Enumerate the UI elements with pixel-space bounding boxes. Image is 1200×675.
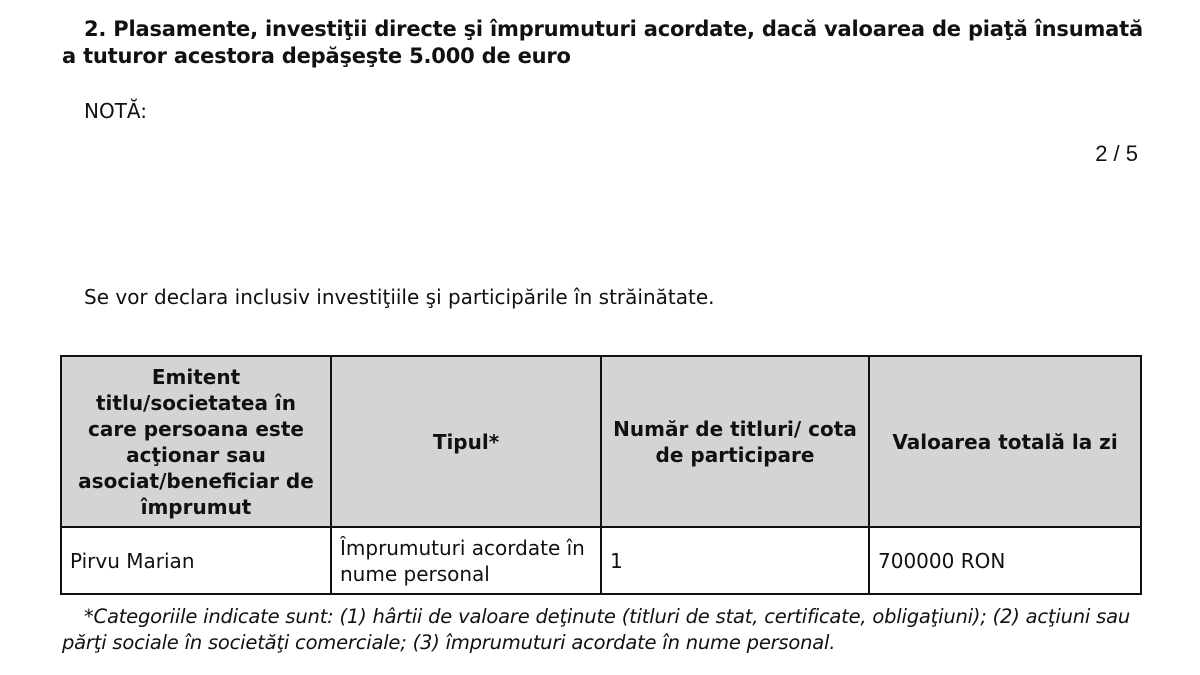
table-row (61, 527, 1141, 594)
cell-quantity: 1 (601, 527, 869, 594)
cell-issuer: Pirvu Marian (61, 527, 331, 594)
note-label: NOTĂ: (84, 99, 147, 123)
table-header-row (61, 356, 1141, 527)
header-total-value: Valoarea totală la zi (869, 356, 1141, 527)
page-indicator: 2 / 5 (1095, 141, 1138, 166)
section-heading: 2. Plasamente, investiţii directe şi împrumuturi acordate, dacă valoarea de piaţă însumată a tuturor acestora depăşeşte 5.000 de euro (62, 17, 1143, 68)
header-quantity: Număr de titluri/ cota de participare (601, 356, 869, 527)
header-type: Tipul* (331, 356, 601, 527)
investments-table (60, 355, 1142, 595)
cell-type: Împrumuturi acordate în nume personal (331, 527, 601, 594)
cell-total-value: 700000 RON (869, 527, 1141, 594)
intro-text: Se vor declara inclusiv investiţiile şi participările în străinătate. (84, 285, 715, 309)
footnote: *Categoriile indicate sunt: (1) hârtii de valoare deţinute (titluri de stat, certificate, obligaţiuni); (2) acţiuni sau părţi sociale în societăţi comerciale; (3) împrumuturi acordate în nume personal. (62, 605, 1130, 654)
header-issuer: Emitent titlu/societatea în care persoana este acţionar sau asociat/beneficiar de împrumut (61, 356, 331, 527)
